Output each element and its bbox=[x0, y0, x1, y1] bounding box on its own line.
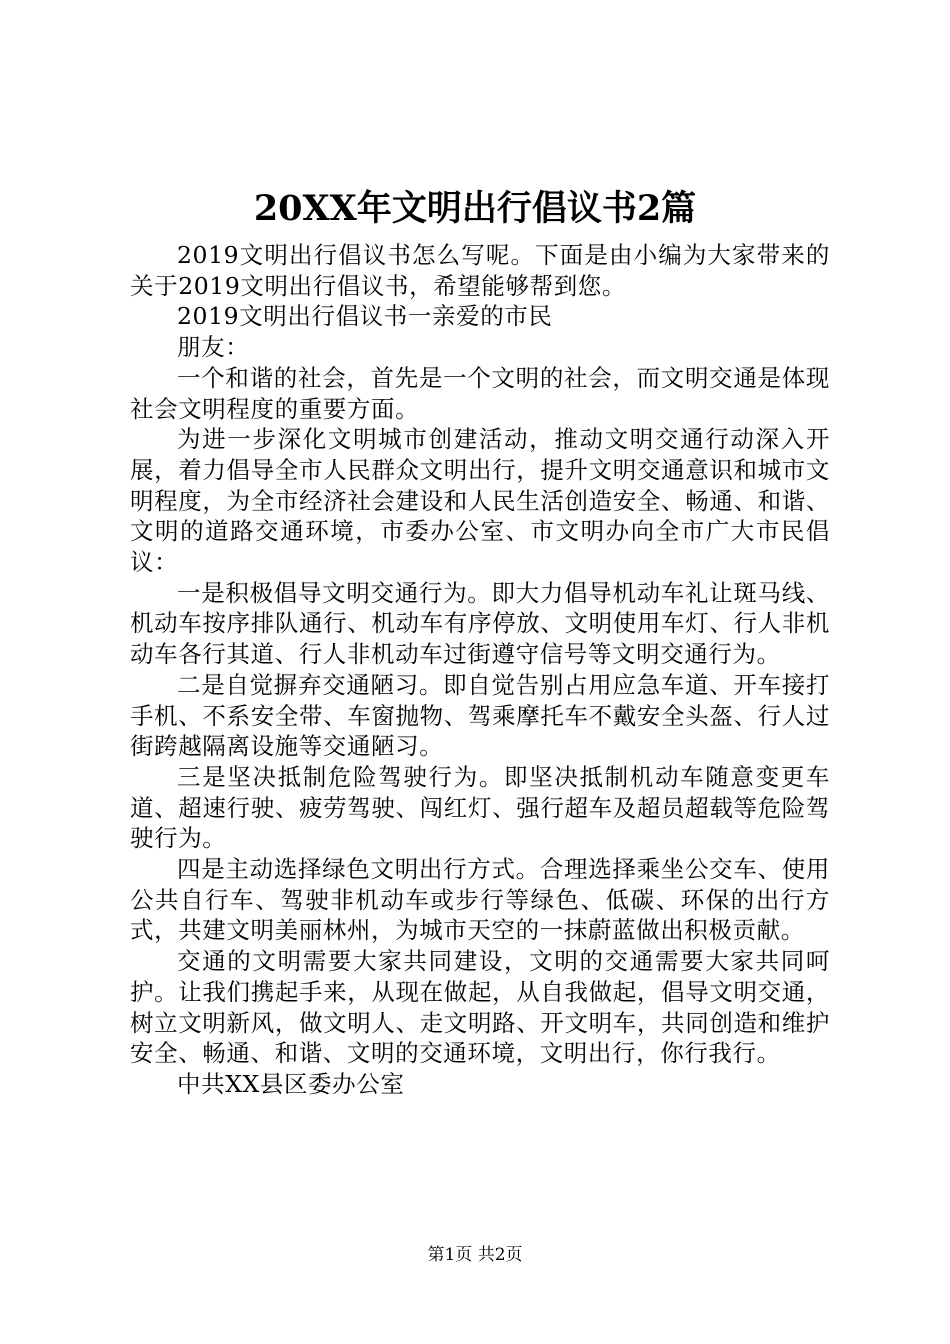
paragraph-point-two: 二是自觉摒弃交通陋习。即自觉告别占用应急车道、开车接打手机、不系安全带、车窗抛物、驾乘摩托车不戴安全头盔、行人过街跨越隔离设施等交通陋习。 bbox=[130, 670, 830, 761]
document-body bbox=[130, 240, 830, 1100]
document-title: 20XX年文明出行倡议书2篇 bbox=[253, 188, 697, 229]
paragraph-point-one: 一是积极倡导文明交通行为。即大力倡导机动车礼让斑马线、机动车按序排队通行、机动车有序停放、文明使用车灯、行人非机动车各行其道、行人非机动车过街遵守信号等文明交通行为。 bbox=[130, 578, 830, 669]
page-footer: 第1页 共2页 bbox=[427, 1245, 523, 1265]
paragraph-closing: 交通的文明需要大家共同建设，文明的交通需要大家共同呵护。让我们携起手来，从现在做起，从自我做起，倡导文明交通，树立文明新风，做文明人、走文明路、开文明车，共同创造和维护安全、畅通、和谐、文明的交通环境，文明出行，你行我行。 bbox=[130, 947, 830, 1068]
paragraph-point-three: 三是坚决抵制危险驾驶行为。即坚决抵制机动车随意变更车道、超速行驶、疲劳驾驶、闯红灯、强行超车及超员超载等危险驾驶行为。 bbox=[130, 762, 830, 853]
paragraph-salutation: 朋友： bbox=[177, 333, 250, 362]
paragraph-signature: 中共XX县区委办公室 bbox=[177, 1069, 405, 1098]
paragraph-purpose: 为进一步深化文明城市创建活动，推动文明交通行动深入开展，着力倡导全市人民群众文明出行，提升文明交通意识和城市文明程度，为全市经济社会建设和人民生活创造安全、畅通、和谐、文明的道路交通环境，市委办公室、市文明办向全市广大市民倡议： bbox=[130, 425, 830, 577]
paragraph-point-four: 四是主动选择绿色文明出行方式。合理选择乘坐公交车、使用公共自行车、驾驶非机动车或步行等绿色、低碳、环保的出行方式，共建文明美丽林州，为城市天空的一抹蔚蓝做出积极贡献。 bbox=[130, 855, 830, 945]
paragraph-heading-one: 2019文明出行倡议书一亲爱的市民 bbox=[177, 302, 553, 331]
paragraph-intro: 2019文明出行倡议书怎么写呢。下面是由小编为大家带来的关于2019文明出行倡议书，希望能够帮到您。 bbox=[130, 241, 830, 300]
paragraph-society: 一个和谐的社会，首先是一个文明的社会，而文明交通是体现社会文明程度的重要方面。 bbox=[130, 363, 830, 423]
